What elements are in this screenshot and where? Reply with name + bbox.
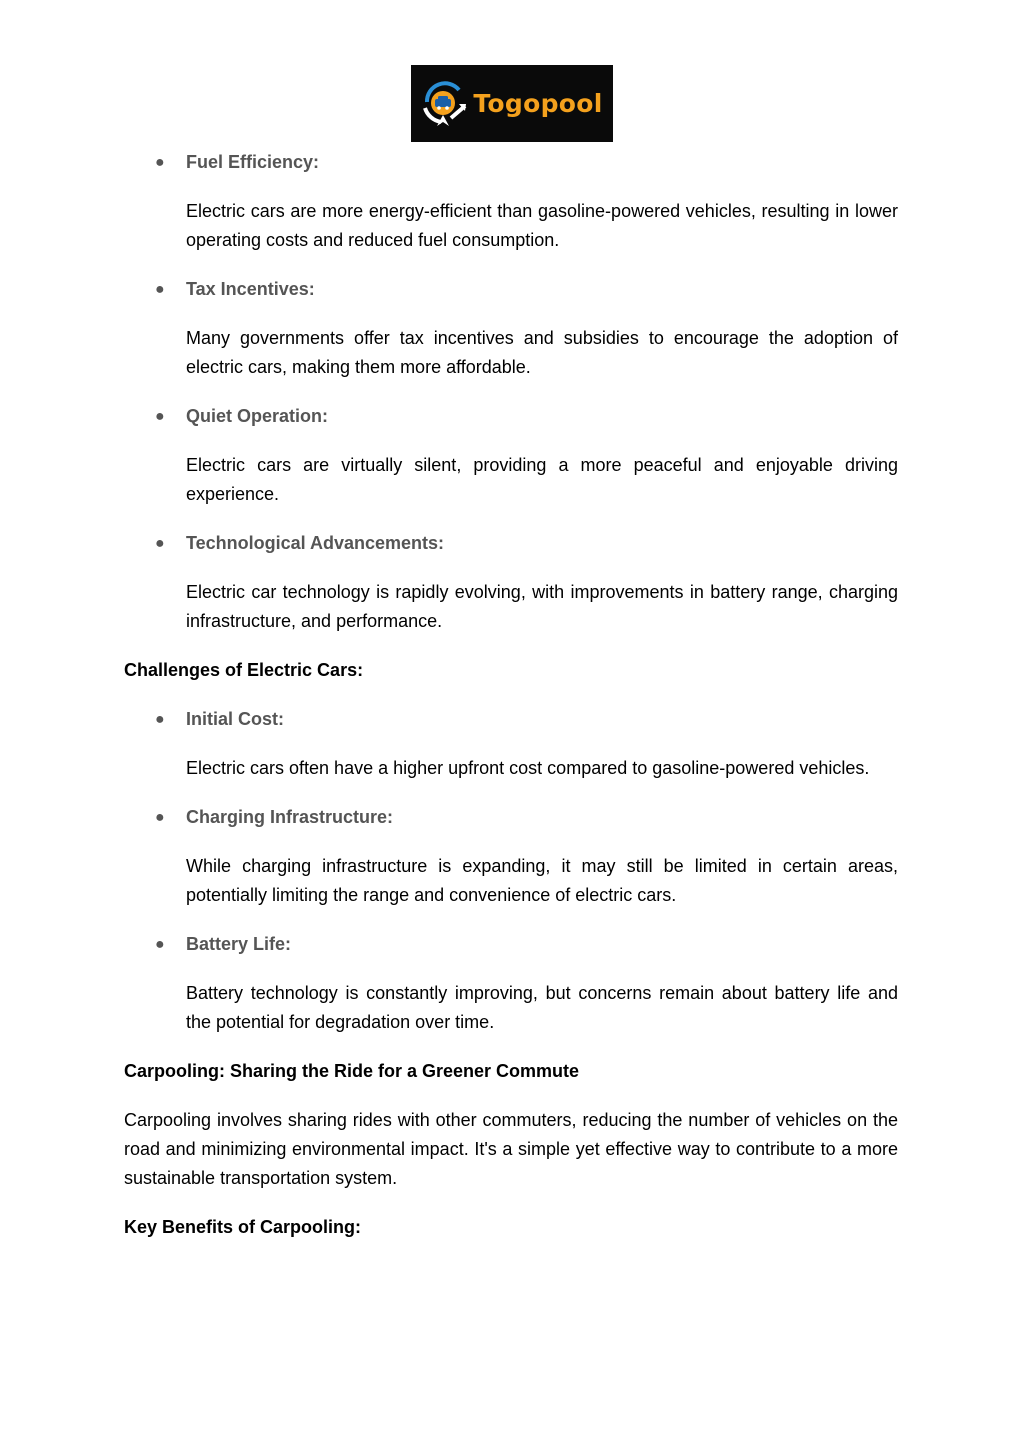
bullet-icon: ● [155, 408, 165, 425]
benefit-tax-incentives-title: ● Tax Incentives: [124, 275, 898, 304]
car-location-pin-icon [421, 78, 469, 130]
challenge-battery-life-text: Battery technology is constantly improving, but concerns remain about battery life and the potential for degradation over time. [186, 983, 898, 1032]
bullet-icon: ● [155, 154, 165, 171]
benefit-quiet-operation-text: Electric cars are virtually silent, providing a more peaceful and enjoyable driving experience. [186, 455, 898, 504]
challenge-battery-life-title: ● Battery Life: [124, 930, 898, 959]
togopool-logo [411, 65, 613, 142]
bullet-icon: ● [155, 535, 165, 552]
bullet-icon: ● [155, 711, 165, 728]
carpooling-heading: Carpooling: Sharing the Ride for a Greener Commute [124, 1061, 580, 1081]
bullet-icon: ● [155, 809, 165, 826]
benefit-tax-incentives-text: Many governments offer tax incentives and subsidies to encourage the adoption of electric cars, making them more affordable. [186, 328, 898, 377]
benefit-fuel-efficiency-text: Electric cars are more energy-efficient than gasoline-powered vehicles, resulting in lower operating costs and reduced fuel consumption. [186, 201, 898, 250]
carpooling-benefits-heading: Key Benefits of Carpooling: [124, 1217, 362, 1237]
logo-wordmark: Togopool [473, 89, 603, 118]
challenge-charging-infrastructure-title: ● Charging Infrastructure: [124, 803, 898, 832]
challenge-initial-cost-text: Electric cars often have a higher upfront cost compared to gasoline-powered vehicles. [186, 758, 870, 778]
challenge-initial-cost-title: ● Initial Cost: [124, 705, 898, 734]
challenges-heading: Challenges of Electric Cars: [124, 660, 364, 680]
bullet-icon: ● [155, 936, 165, 953]
carpooling-paragraph: Carpooling involves sharing rides with other commuters, reducing the number of vehicles on the road and minimizing environmental impact. It's a simple yet effective way to contribute to a more sustainable transportation system. [124, 1110, 898, 1188]
benefit-tech-advancements-title: ● Technological Advancements: [124, 529, 898, 558]
document-body [124, 148, 898, 1262]
benefit-tech-advancements-text: Electric car technology is rapidly evolving, with improvements in battery range, charging infrastructure, and performance. [186, 582, 898, 631]
benefit-quiet-operation-title: ● Quiet Operation: [124, 402, 898, 431]
challenge-charging-infrastructure-text: While charging infrastructure is expanding, it may still be limited in certain areas, potentially limiting the range and convenience of electric cars. [186, 856, 898, 905]
bullet-icon: ● [155, 281, 165, 298]
benefit-fuel-efficiency-title: ● Fuel Efficiency: [124, 148, 898, 177]
